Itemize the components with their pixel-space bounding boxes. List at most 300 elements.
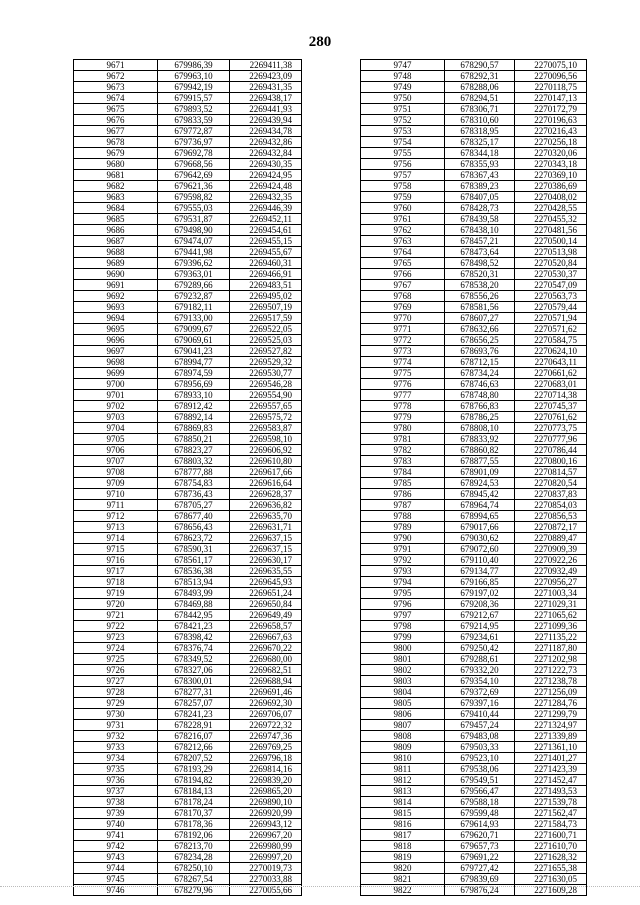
point-number-cell: 9765	[361, 258, 445, 269]
x-coordinate-cell: 678860,82	[445, 445, 515, 456]
x-coordinate-cell: 678428,73	[445, 203, 515, 214]
x-coordinate-cell: 678808,10	[445, 423, 515, 434]
point-number-cell: 9723	[74, 632, 158, 643]
table-row	[74, 434, 302, 445]
point-number-cell: 9762	[361, 225, 445, 236]
y-coordinate-cell: 2269645,93	[230, 577, 302, 588]
table-row	[74, 390, 302, 401]
x-coordinate-cell: 678216,07	[158, 731, 230, 742]
y-coordinate-cell: 2269650,84	[230, 599, 302, 610]
y-coordinate-cell: 2269441,93	[230, 104, 302, 115]
table-row	[361, 357, 587, 368]
table-row	[361, 269, 587, 280]
table-row	[361, 665, 587, 676]
y-coordinate-cell: 2269814,16	[230, 764, 302, 775]
y-coordinate-cell: 2270571,94	[515, 313, 587, 324]
x-coordinate-cell: 679614,93	[445, 819, 515, 830]
point-number-cell: 9775	[361, 368, 445, 379]
table-row	[361, 687, 587, 698]
x-coordinate-cell: 678442,95	[158, 610, 230, 621]
point-number-cell: 9782	[361, 445, 445, 456]
y-coordinate-cell: 2270256,18	[515, 137, 587, 148]
table-row	[361, 247, 587, 258]
table-row	[361, 423, 587, 434]
y-coordinate-cell: 2270500,14	[515, 236, 587, 247]
point-number-cell: 9721	[74, 610, 158, 621]
table-row	[74, 852, 302, 863]
coordinates-table-right	[360, 59, 587, 896]
y-coordinate-cell: 2270563,73	[515, 291, 587, 302]
y-coordinate-cell: 2269616,64	[230, 478, 302, 489]
x-coordinate-cell: 679915,57	[158, 93, 230, 104]
x-coordinate-cell: 678325,17	[445, 137, 515, 148]
x-coordinate-cell: 678349,52	[158, 654, 230, 665]
table-row	[74, 368, 302, 379]
table-row	[361, 544, 587, 555]
point-number-cell: 9792	[361, 555, 445, 566]
table-row	[74, 148, 302, 159]
x-coordinate-cell: 679397,16	[445, 698, 515, 709]
point-number-cell: 9811	[361, 764, 445, 775]
x-coordinate-cell: 678536,38	[158, 566, 230, 577]
x-coordinate-cell: 678538,20	[445, 280, 515, 291]
point-number-cell: 9780	[361, 423, 445, 434]
table-row	[74, 335, 302, 346]
x-coordinate-cell: 679372,69	[445, 687, 515, 698]
y-coordinate-cell: 2269769,25	[230, 742, 302, 753]
point-number-cell: 9705	[74, 434, 158, 445]
point-number-cell: 9779	[361, 412, 445, 423]
y-coordinate-cell: 2269452,11	[230, 214, 302, 225]
table-row	[74, 731, 302, 742]
y-coordinate-cell: 2269527,82	[230, 346, 302, 357]
y-coordinate-cell: 2269997,20	[230, 852, 302, 863]
table-row	[74, 764, 302, 775]
table-row	[361, 522, 587, 533]
x-coordinate-cell: 679833,59	[158, 115, 230, 126]
y-coordinate-cell: 2269522,05	[230, 324, 302, 335]
x-coordinate-cell: 679099,67	[158, 324, 230, 335]
point-number-cell: 9768	[361, 291, 445, 302]
point-number-cell: 9813	[361, 786, 445, 797]
x-coordinate-cell: 678493,99	[158, 588, 230, 599]
table-row	[361, 346, 587, 357]
y-coordinate-cell: 2269517,59	[230, 313, 302, 324]
point-number-cell: 9745	[74, 874, 158, 885]
x-coordinate-cell: 678241,23	[158, 709, 230, 720]
point-number-cell: 9672	[74, 71, 158, 82]
point-number-cell: 9733	[74, 742, 158, 753]
x-coordinate-cell: 679197,02	[445, 588, 515, 599]
point-number-cell: 9793	[361, 566, 445, 577]
table-row	[361, 93, 587, 104]
x-coordinate-cell: 678250,10	[158, 863, 230, 874]
table-row	[361, 302, 587, 313]
table-row	[74, 500, 302, 511]
x-coordinate-cell: 679072,60	[445, 544, 515, 555]
point-number-cell: 9699	[74, 368, 158, 379]
point-number-cell: 9681	[74, 170, 158, 181]
y-coordinate-cell: 2270814,57	[515, 467, 587, 478]
table-row	[361, 742, 587, 753]
y-coordinate-cell: 2270547,09	[515, 280, 587, 291]
y-coordinate-cell: 2271238,78	[515, 676, 587, 687]
y-coordinate-cell: 2269424,95	[230, 170, 302, 181]
table-row	[361, 467, 587, 478]
x-coordinate-cell: 678194,82	[158, 775, 230, 786]
point-number-cell: 9683	[74, 192, 158, 203]
point-number-cell: 9732	[74, 731, 158, 742]
point-number-cell: 9786	[361, 489, 445, 500]
x-coordinate-cell: 678754,83	[158, 478, 230, 489]
table-row	[361, 445, 587, 456]
x-coordinate-cell: 678327,06	[158, 665, 230, 676]
table-row	[74, 797, 302, 808]
point-number-cell: 9776	[361, 379, 445, 390]
y-coordinate-cell: 2271187,80	[515, 643, 587, 654]
x-coordinate-cell: 679457,24	[445, 720, 515, 731]
x-coordinate-cell: 679986,39	[158, 60, 230, 71]
x-coordinate-cell: 679642,69	[158, 170, 230, 181]
table-row	[361, 874, 587, 885]
x-coordinate-cell: 678623,72	[158, 533, 230, 544]
y-coordinate-cell: 2269554,90	[230, 390, 302, 401]
point-number-cell: 9751	[361, 104, 445, 115]
y-coordinate-cell: 2269920,99	[230, 808, 302, 819]
point-number-cell: 9712	[74, 511, 158, 522]
y-coordinate-cell: 2270714,38	[515, 390, 587, 401]
y-coordinate-cell: 2269839,20	[230, 775, 302, 786]
x-coordinate-cell: 678228,91	[158, 720, 230, 731]
point-number-cell: 9785	[361, 478, 445, 489]
x-coordinate-cell: 679657,73	[445, 841, 515, 852]
table-row	[74, 632, 302, 643]
y-coordinate-cell: 2269432,35	[230, 192, 302, 203]
table-row	[74, 577, 302, 588]
point-number-cell: 9691	[74, 280, 158, 291]
x-coordinate-cell: 678257,07	[158, 698, 230, 709]
y-coordinate-cell: 2269434,78	[230, 126, 302, 137]
table-row	[361, 456, 587, 467]
table-row	[74, 313, 302, 324]
table-row	[74, 126, 302, 137]
point-number-cell: 9694	[74, 313, 158, 324]
x-coordinate-cell: 679598,82	[158, 192, 230, 203]
x-coordinate-cell: 678590,31	[158, 544, 230, 555]
y-coordinate-cell: 2269637,15	[230, 533, 302, 544]
y-coordinate-cell: 2270343,18	[515, 159, 587, 170]
point-number-cell: 9766	[361, 269, 445, 280]
y-coordinate-cell: 2271135,22	[515, 632, 587, 643]
point-number-cell: 9703	[74, 412, 158, 423]
page-number: 280	[308, 34, 332, 50]
y-coordinate-cell: 2269495,02	[230, 291, 302, 302]
x-coordinate-cell: 678376,74	[158, 643, 230, 654]
y-coordinate-cell: 2269557,65	[230, 401, 302, 412]
table-row	[361, 313, 587, 324]
table-row	[74, 489, 302, 500]
point-number-cell: 9696	[74, 335, 158, 346]
point-number-cell: 9801	[361, 654, 445, 665]
point-number-cell: 9713	[74, 522, 158, 533]
y-coordinate-cell: 2271610,70	[515, 841, 587, 852]
x-coordinate-cell: 678310,60	[445, 115, 515, 126]
x-coordinate-cell: 678438,10	[445, 225, 515, 236]
x-coordinate-cell: 678192,06	[158, 830, 230, 841]
x-coordinate-cell: 678705,27	[158, 500, 230, 511]
point-number-cell: 9709	[74, 478, 158, 489]
x-coordinate-cell: 679133,00	[158, 313, 230, 324]
table-row	[74, 269, 302, 280]
table-row	[74, 698, 302, 709]
point-number-cell: 9783	[361, 456, 445, 467]
y-coordinate-cell: 2269455,67	[230, 247, 302, 258]
point-number-cell: 9809	[361, 742, 445, 753]
x-coordinate-cell: 678367,43	[445, 170, 515, 181]
x-coordinate-cell: 678734,24	[445, 368, 515, 379]
y-coordinate-cell: 2269431,35	[230, 82, 302, 93]
table-row	[361, 82, 587, 93]
point-number-cell: 9739	[74, 808, 158, 819]
x-coordinate-cell: 679498,90	[158, 225, 230, 236]
x-coordinate-cell: 679208,36	[445, 599, 515, 610]
x-coordinate-cell: 678344,18	[445, 148, 515, 159]
point-number-cell: 9717	[74, 566, 158, 577]
x-coordinate-cell: 679531,87	[158, 214, 230, 225]
y-coordinate-cell: 2269670,22	[230, 643, 302, 654]
table-row	[361, 181, 587, 192]
x-coordinate-cell: 678656,43	[158, 522, 230, 533]
table-row	[74, 566, 302, 577]
y-coordinate-cell: 2271628,32	[515, 852, 587, 863]
table-row	[361, 225, 587, 236]
x-coordinate-cell: 679839,69	[445, 874, 515, 885]
x-coordinate-cell: 678407,05	[445, 192, 515, 203]
y-coordinate-cell: 2269980,99	[230, 841, 302, 852]
x-coordinate-cell: 679354,10	[445, 676, 515, 687]
table-row	[74, 60, 302, 71]
y-coordinate-cell: 2271609,28	[515, 885, 587, 896]
y-coordinate-cell: 2271584,73	[515, 819, 587, 830]
point-number-cell: 9753	[361, 126, 445, 137]
x-coordinate-cell: 679134,77	[445, 566, 515, 577]
x-coordinate-cell: 678748,80	[445, 390, 515, 401]
x-coordinate-cell: 678677,40	[158, 511, 230, 522]
table-row	[74, 159, 302, 170]
table-row	[74, 643, 302, 654]
y-coordinate-cell: 2269424,48	[230, 181, 302, 192]
table-row	[74, 236, 302, 247]
table-row	[74, 456, 302, 467]
y-coordinate-cell: 2269649,49	[230, 610, 302, 621]
x-coordinate-cell: 679772,87	[158, 126, 230, 137]
point-number-cell: 9810	[361, 753, 445, 764]
table-row	[361, 731, 587, 742]
table-row	[74, 687, 302, 698]
point-number-cell: 9808	[361, 731, 445, 742]
x-coordinate-cell: 679110,40	[445, 555, 515, 566]
point-number-cell: 9749	[361, 82, 445, 93]
table-row	[74, 533, 302, 544]
table-row	[361, 709, 587, 720]
table-row	[74, 82, 302, 93]
y-coordinate-cell: 2270530,37	[515, 269, 587, 280]
point-number-cell: 9774	[361, 357, 445, 368]
table-row	[74, 599, 302, 610]
point-number-cell: 9800	[361, 643, 445, 654]
table-row	[361, 841, 587, 852]
table-row	[361, 555, 587, 566]
point-number-cell: 9685	[74, 214, 158, 225]
table-row	[74, 775, 302, 786]
y-coordinate-cell: 2270584,75	[515, 335, 587, 346]
x-coordinate-cell: 679483,08	[445, 731, 515, 742]
x-coordinate-cell: 679727,42	[445, 863, 515, 874]
y-coordinate-cell: 2270872,17	[515, 522, 587, 533]
y-coordinate-cell: 2271361,10	[515, 742, 587, 753]
y-coordinate-cell: 2269610,80	[230, 456, 302, 467]
y-coordinate-cell: 2270455,32	[515, 214, 587, 225]
y-coordinate-cell: 2269635,55	[230, 566, 302, 577]
table-row	[74, 830, 302, 841]
x-coordinate-cell: 678656,25	[445, 335, 515, 346]
x-coordinate-cell: 678300,01	[158, 676, 230, 687]
table-row	[74, 742, 302, 753]
table-row	[74, 170, 302, 181]
x-coordinate-cell: 678712,15	[445, 357, 515, 368]
x-coordinate-cell: 679288,61	[445, 654, 515, 665]
table-row	[361, 126, 587, 137]
point-number-cell: 9718	[74, 577, 158, 588]
table-row	[74, 621, 302, 632]
table-row	[361, 192, 587, 203]
table-row	[74, 665, 302, 676]
y-coordinate-cell: 2271401,27	[515, 753, 587, 764]
point-number-cell: 9770	[361, 313, 445, 324]
table-row	[74, 478, 302, 489]
table-row	[74, 357, 302, 368]
table-row	[74, 302, 302, 313]
y-coordinate-cell: 2269507,19	[230, 302, 302, 313]
table-row	[74, 676, 302, 687]
y-coordinate-cell: 2269890,10	[230, 797, 302, 808]
point-number-cell: 9737	[74, 786, 158, 797]
table-row	[361, 500, 587, 511]
point-number-cell: 9746	[74, 885, 158, 896]
y-coordinate-cell: 2270216,43	[515, 126, 587, 137]
x-coordinate-cell: 678277,31	[158, 687, 230, 698]
x-coordinate-cell: 678267,54	[158, 874, 230, 885]
x-coordinate-cell: 678945,42	[445, 489, 515, 500]
table-row	[361, 489, 587, 500]
table-row	[74, 753, 302, 764]
x-coordinate-cell: 679030,62	[445, 533, 515, 544]
x-coordinate-cell: 678632,66	[445, 324, 515, 335]
x-coordinate-cell: 678469,88	[158, 599, 230, 610]
x-coordinate-cell: 679692,78	[158, 148, 230, 159]
point-number-cell: 9702	[74, 401, 158, 412]
x-coordinate-cell: 679441,98	[158, 247, 230, 258]
point-number-cell: 9728	[74, 687, 158, 698]
x-coordinate-cell: 678294,51	[445, 93, 515, 104]
table-row	[74, 280, 302, 291]
x-coordinate-cell: 678355,93	[445, 159, 515, 170]
table-row	[74, 192, 302, 203]
point-number-cell: 9756	[361, 159, 445, 170]
x-coordinate-cell: 678581,56	[445, 302, 515, 313]
point-number-cell: 9689	[74, 258, 158, 269]
x-coordinate-cell: 679963,10	[158, 71, 230, 82]
point-number-cell: 9700	[74, 379, 158, 390]
table-row	[361, 654, 587, 665]
x-coordinate-cell: 679599,48	[445, 808, 515, 819]
y-coordinate-cell: 2269651,24	[230, 588, 302, 599]
x-coordinate-cell: 678803,32	[158, 456, 230, 467]
x-coordinate-cell: 678389,23	[445, 181, 515, 192]
point-number-cell: 9682	[74, 181, 158, 192]
point-number-cell: 9678	[74, 137, 158, 148]
x-coordinate-cell: 678912,42	[158, 401, 230, 412]
x-coordinate-cell: 678974,59	[158, 368, 230, 379]
y-coordinate-cell: 2269598,10	[230, 434, 302, 445]
x-coordinate-cell: 679069,61	[158, 335, 230, 346]
point-number-cell: 9789	[361, 522, 445, 533]
point-number-cell: 9677	[74, 126, 158, 137]
x-coordinate-cell: 678292,31	[445, 71, 515, 82]
y-coordinate-cell: 2269423,09	[230, 71, 302, 82]
point-number-cell: 9788	[361, 511, 445, 522]
y-coordinate-cell: 2270513,98	[515, 247, 587, 258]
point-number-cell: 9773	[361, 346, 445, 357]
x-coordinate-cell: 678288,06	[445, 82, 515, 93]
y-coordinate-cell: 2271284,76	[515, 698, 587, 709]
point-number-cell: 9817	[361, 830, 445, 841]
y-coordinate-cell: 2271493,53	[515, 786, 587, 797]
point-number-cell: 9734	[74, 753, 158, 764]
y-coordinate-cell: 2270922,26	[515, 555, 587, 566]
x-coordinate-cell: 678234,28	[158, 852, 230, 863]
x-coordinate-cell: 678994,65	[445, 511, 515, 522]
point-number-cell: 9741	[74, 830, 158, 841]
point-number-cell: 9819	[361, 852, 445, 863]
x-coordinate-cell: 678290,57	[445, 60, 515, 71]
x-coordinate-cell: 679566,47	[445, 786, 515, 797]
table-row	[74, 379, 302, 390]
x-coordinate-cell: 678178,24	[158, 797, 230, 808]
y-coordinate-cell: 2270800,16	[515, 456, 587, 467]
y-coordinate-cell: 2270786,44	[515, 445, 587, 456]
y-coordinate-cell: 2269691,46	[230, 687, 302, 698]
y-coordinate-cell: 2269575,72	[230, 412, 302, 423]
y-coordinate-cell: 2269439,94	[230, 115, 302, 126]
point-number-cell: 9736	[74, 775, 158, 786]
table-row	[74, 104, 302, 115]
point-number-cell: 9771	[361, 324, 445, 335]
x-coordinate-cell: 679041,23	[158, 346, 230, 357]
y-coordinate-cell: 2270019,73	[230, 863, 302, 874]
y-coordinate-cell: 2269617,66	[230, 467, 302, 478]
point-number-cell: 9735	[74, 764, 158, 775]
x-coordinate-cell: 678556,26	[445, 291, 515, 302]
point-number-cell: 9805	[361, 698, 445, 709]
table-row	[74, 555, 302, 566]
point-number-cell: 9754	[361, 137, 445, 148]
x-coordinate-cell: 679893,52	[158, 104, 230, 115]
y-coordinate-cell: 2271324,97	[515, 720, 587, 731]
table-row	[361, 324, 587, 335]
x-coordinate-cell: 678892,14	[158, 412, 230, 423]
x-coordinate-cell: 678421,23	[158, 621, 230, 632]
